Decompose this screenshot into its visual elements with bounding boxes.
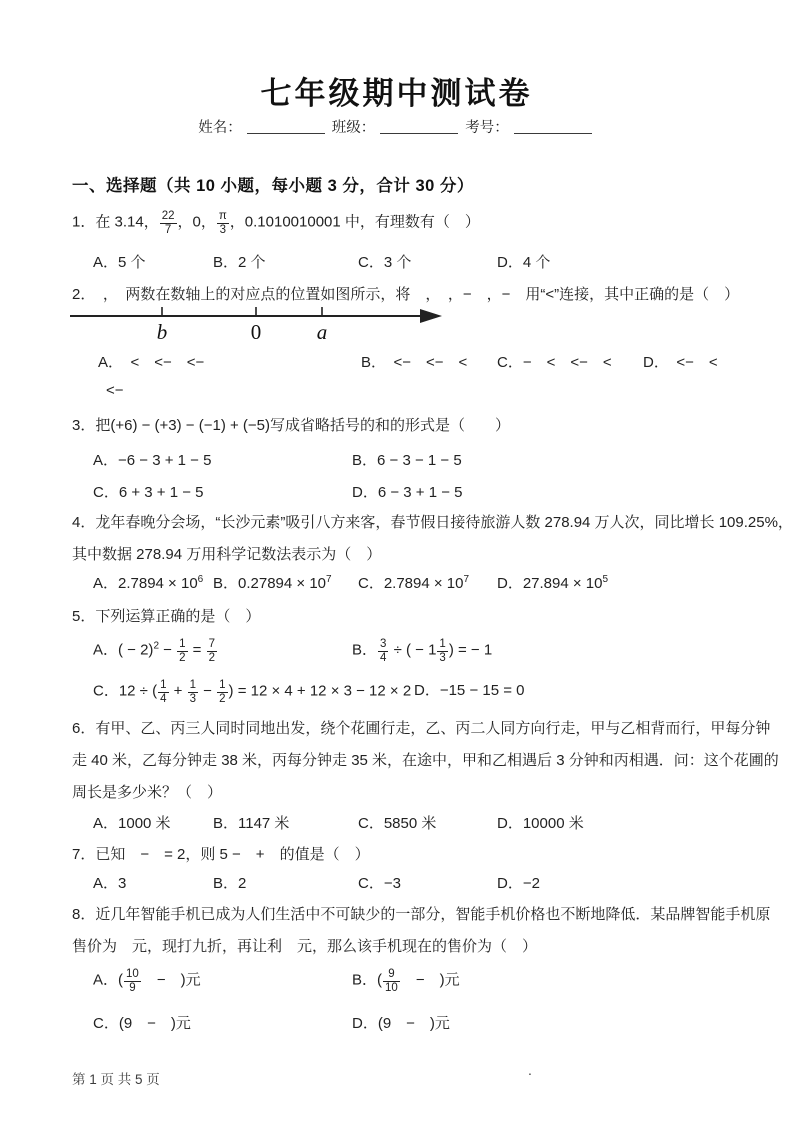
q1-option-d: D．4 个 <box>497 254 551 271</box>
q7-option-c: C．−3 <box>358 875 401 892</box>
q2-option-a: A． < <− <− <box>98 354 205 371</box>
q4-option-d: D．$27.894 \times 10^5$ <box>497 574 609 592</box>
fraction: $\frac{1}{3}$ <box>189 679 197 705</box>
q3-option-a: A．−6 − 3 + 1 − 5 <box>93 452 212 469</box>
q5-stem: 5．下列运算正确的是（ ） <box>72 608 261 625</box>
q2-option-c: C．− < <− < <box>497 354 612 371</box>
q2-option-b: B． <− <− < <box>361 354 468 371</box>
class-blank <box>380 118 458 134</box>
q8-stem-line1: 8．近几年智能手机已成为人们生活中不可缺少的一部分，智能手机价格也不断地降低．某品牌智能手机原 <box>72 906 771 923</box>
q4-option-a: A．$2.7894 \times 10^6$ <box>93 574 204 592</box>
q7-stem: 7．已知 − = 2，则 5 − + 的值是（ ） <box>72 846 370 863</box>
q2-stem: 2． ， 两数在数轴上的对应点的位置如图所示，将 ， ，− ，− 用“<”连接，其中正确的是（ ） <box>72 286 740 303</box>
q4-option-b: B．$0.27894 \times 10^7$ <box>213 574 332 592</box>
fraction: $\frac{9}{10}$ <box>385 968 398 994</box>
q4-stem-line2: 其中数据 278.94 万用科学记数法表示为（ ） <box>72 546 382 563</box>
q6-option-b: B．1147 米 <box>213 815 290 832</box>
class-label: 班级： <box>331 120 376 136</box>
name-label: 姓名： <box>198 120 242 136</box>
q5-option-c: C．12 ÷ ( $\frac{1}{4}$ + $\frac{1}{3}$ − $\frac{1}{2}$ ) = 12 × 4 + 12 × 3 − 12 × 2 <box>93 679 412 705</box>
fraction: $\frac{10}{9}$ <box>126 968 139 994</box>
fraction: $\frac{\pi}{3}$ <box>218 210 227 236</box>
page-title: 七年级期中测试卷 <box>260 76 533 111</box>
q5-options-row2 <box>72 679 732 703</box>
q7-options <box>72 872 732 896</box>
q3-stem: 3．把(+6) − (+3) − (−1) + (−5)写成省略括号的和的形式是（ ） <box>72 417 510 434</box>
q6-options <box>72 812 732 836</box>
superscript: 7 <box>326 574 332 585</box>
q2-options-continued <box>72 379 732 403</box>
q6-stem-line3: 周长是多少米？（ ） <box>72 784 223 801</box>
fraction: $\frac{1}{4}$ <box>160 679 167 705</box>
fraction: $\frac{3}{4}$ <box>380 638 387 664</box>
q5-option-d: D．−15 − 15 = 0 <box>414 682 525 699</box>
q2-options <box>72 351 732 375</box>
q2-option-d-continued: <− <box>106 382 124 399</box>
q5-option-b: B． $\frac{3}{4}$ ÷ ( − 1 $\frac{1}{3}$ ) = − 1 <box>352 638 493 664</box>
q8-options-row1 <box>72 968 732 992</box>
name-blank <box>247 118 325 134</box>
q7-option-a: A．3 <box>93 875 127 892</box>
q1-options <box>72 251 732 275</box>
q5-option-a: A．( − 2)$^2$ − $\frac{1}{2}$ = $\frac{7}{2}$ <box>93 638 216 664</box>
q3-options-row2 <box>72 481 732 505</box>
exam-no-blank <box>514 118 592 134</box>
exam-no-label: 考号： <box>465 120 509 136</box>
q8-option-b: B．( $\frac{9}{10}$ − )元 <box>352 968 460 994</box>
q6-option-d: D．10000 米 <box>497 815 584 832</box>
page-number-footer: 第 1 页 共 5 页 <box>72 1072 160 1087</box>
q8-option-c: C．(9 − )元 <box>93 1015 191 1032</box>
q8-stem-line2: 售价为 元，现打九折，再让利 元，那么该手机现在的售价为（ ） <box>72 938 538 955</box>
arrow-right-icon <box>420 309 442 323</box>
superscript: 5 <box>602 574 609 585</box>
q7-option-d: D．−2 <box>497 875 540 892</box>
stray-dot: . <box>528 1062 532 1078</box>
q6-stem-line2: 走 40 米，乙每分钟走 38 米，丙每分钟走 35 米，在途中，甲和乙相遇后 3 分钟和丙相遇．问：这个花圃的 <box>72 752 779 769</box>
q8-options-row2 <box>72 1012 732 1036</box>
q8-option-d: D．(9 − )元 <box>352 1015 450 1032</box>
q4-option-c: C．$2.7894 \times 10^7$ <box>358 574 470 592</box>
fraction: $\frac{22}{7}$ <box>161 210 175 236</box>
q4-stem-line1: 4．龙年春晚分会场，“长沙元素”吸引八方来客，春节假日接待旅游人数 278.94 万人次，同比增长 109.25%， <box>72 514 793 531</box>
fraction: $\frac{7}{2}$ <box>208 638 216 664</box>
q2-option-d: D． <− < <box>643 354 718 371</box>
number-line-figure <box>70 303 460 345</box>
q3-option-d: D．6 − 3 + 1 − 5 <box>352 484 463 501</box>
superscript: 2 <box>153 640 159 652</box>
q8-option-a: A．( $\frac{10}{9}$ − )元 <box>93 968 201 994</box>
q6-stem-line1: 6．有甲、乙、丙三人同时同地出发，绕个花圃行走，乙、丙二人同方向行走，甲与乙相背而行，甲每分钟 <box>72 720 771 737</box>
superscript: 6 <box>197 574 204 585</box>
fraction: $\frac{1}{2}$ <box>219 679 226 705</box>
q1-option-c: C．3 个 <box>358 254 412 271</box>
q5-options-row1 <box>72 638 732 662</box>
q1-option-a: A．5 个 <box>93 254 146 271</box>
q1-option-b: B．2 个 <box>213 254 266 271</box>
section-heading: 一、选择题（共 10 小题，每小题 3 分，合计 30 分） <box>72 177 474 195</box>
q6-option-c: C．5850 米 <box>358 815 437 832</box>
q3-option-b: B．6 − 3 − 1 − 5 <box>352 452 462 469</box>
fraction: $\frac{1}{3}$ <box>439 638 446 664</box>
fraction: $\frac{1}{2}$ <box>179 638 186 664</box>
q3-options-row1 <box>72 449 732 473</box>
q1-stem: 1．在 3.14， $\frac{22}{7}$ ，0， $\frac{\pi}{3}$ ，0.1010010001 中，有理数有（ ） <box>72 210 480 236</box>
q3-option-c: C．6 + 3 + 1 − 5 <box>93 484 204 501</box>
q6-option-a: A．1000 米 <box>93 815 171 832</box>
superscript: 7 <box>463 574 470 585</box>
student-info-row <box>0 116 793 137</box>
label-b: b <box>156 320 168 344</box>
label-zero: 0 <box>250 320 262 344</box>
q7-option-b: B．2 <box>213 875 247 892</box>
q4-options <box>72 572 732 596</box>
label-a: a <box>316 320 328 344</box>
